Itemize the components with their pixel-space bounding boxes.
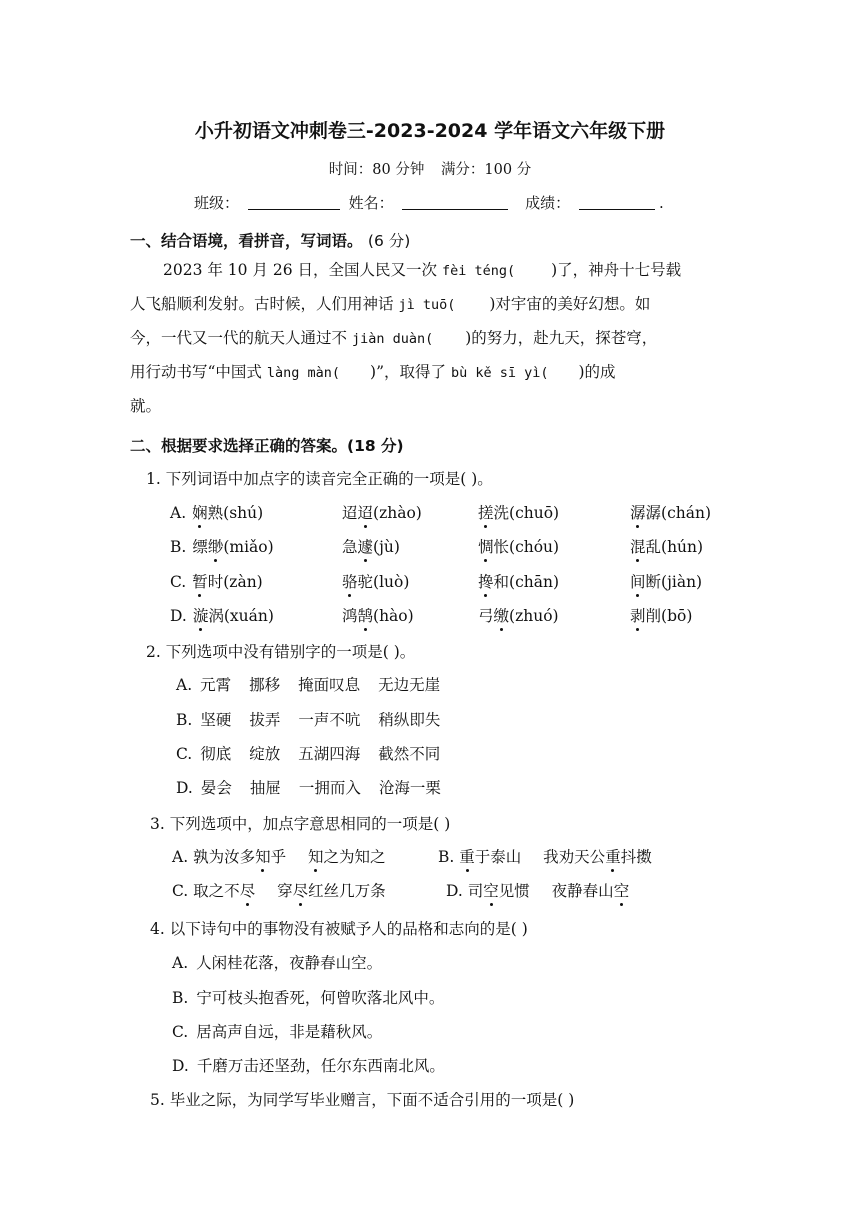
option-label: D. xyxy=(176,779,193,797)
question-4-stem: 4. 以下诗句中的事物没有被赋予人的品格和志向的是( ) xyxy=(150,920,528,938)
dotted-char: 剥 xyxy=(630,604,646,626)
q3-option-d[interactable]: D. 司空见惯 夜静春山空 xyxy=(446,879,629,901)
option-label: A. xyxy=(170,504,187,522)
option-word: 彻底 xyxy=(200,745,232,763)
option-label: B. xyxy=(172,989,189,1007)
q1-word: 潺潺(chán) xyxy=(630,501,711,523)
question-2-stem: 2. 下列选项中没有错别字的一项是( )。 xyxy=(146,643,416,661)
section-1-heading xyxy=(130,229,410,251)
q1-word: B. 缥缈(miǎo) xyxy=(170,535,274,557)
q1-word: 搓洗(chuō) xyxy=(478,501,559,523)
pinyin-jian-duan: jiàn duàn( xyxy=(351,331,434,347)
student-info xyxy=(194,192,664,213)
dotted-char: 混 xyxy=(630,535,646,557)
passage-line: 用行动书写“中国式 làng màn( )”，取得了 bù kě sī yì( )的成 xyxy=(130,363,616,381)
q1-word: 急遽(jù) xyxy=(342,535,400,557)
pinyin-bu-ke-si-yi: bù kě sī yì( xyxy=(450,365,549,381)
option-label: B. xyxy=(176,711,193,729)
dotted-char: 暂 xyxy=(192,570,208,592)
q1-word: A. 娴熟(shú) xyxy=(170,501,263,523)
q1-word: 弓缴(zhuó) xyxy=(478,604,559,626)
dotted-char: 遽 xyxy=(358,535,374,557)
dotted-char: 骆 xyxy=(342,570,358,592)
dotted-char: 间 xyxy=(630,570,646,592)
q1-word: 迢迢(zhào) xyxy=(342,501,422,523)
question-3-row-ab xyxy=(172,845,732,869)
option-label: C. xyxy=(176,745,193,763)
q4-option[interactable] xyxy=(172,986,444,1008)
time-limit: 时间：80 分钟 xyxy=(328,162,425,178)
name-blank[interactable] xyxy=(402,195,508,210)
option-label: A. xyxy=(172,954,189,972)
option-label: C. xyxy=(170,573,187,591)
q1-word: 剥削(bō) xyxy=(630,604,692,626)
option-label: C. xyxy=(172,1023,189,1041)
option-word: 抽屉 xyxy=(249,779,281,797)
option-word: 挪移 xyxy=(249,676,281,694)
q3-option-a[interactable]: A. 孰为汝多知乎 知之为知之 xyxy=(172,845,386,867)
option-label: D. xyxy=(170,607,187,625)
option-word: 一拥而入 xyxy=(298,779,361,797)
option-text: 人闲桂花落，夜静春山空。 xyxy=(196,954,383,972)
q1-word: 混乱(hún) xyxy=(630,535,703,557)
full-score: 满分：100 分 xyxy=(440,162,532,178)
option-word: 晏会 xyxy=(200,779,232,797)
q1-word: C. 暂时(zàn) xyxy=(170,570,263,592)
class-blank[interactable] xyxy=(248,195,340,210)
q4-option[interactable] xyxy=(172,1020,382,1042)
section-1-title: 一、结合语境，看拼音，写词语。 xyxy=(130,232,363,250)
option-text: 居高声自远，非是藉秋风。 xyxy=(196,1023,383,1041)
q1-option-row[interactable] xyxy=(170,604,732,628)
q1-option-row[interactable] xyxy=(170,535,732,559)
q1-word: 惆怅(chóu) xyxy=(478,535,559,557)
section-2-heading: 二、根据要求选择正确的答案。(18 分) xyxy=(130,437,404,455)
option-label: D. xyxy=(172,1057,189,1075)
dotted-char: 迢 xyxy=(358,501,374,523)
question-5-stem: 5. 毕业之际，为同学写毕业赠言，下面不适合引用的一项是( ) xyxy=(150,1091,575,1109)
question-1-stem: 1. 下列词语中加点字的读音完全正确的一项是( )。 xyxy=(146,470,493,488)
q1-word: 间断(jiàn) xyxy=(630,570,702,592)
q1-option-row[interactable] xyxy=(170,501,732,525)
dotted-char: 惆 xyxy=(478,535,494,557)
dotted-char: 鹄 xyxy=(358,604,374,626)
dotted-char: 缈 xyxy=(208,535,224,557)
q1-word: D. 漩涡(xuán) xyxy=(170,604,274,626)
q4-option[interactable] xyxy=(172,1054,445,1076)
option-word: 无边无崖 xyxy=(378,676,441,694)
option-word: 截然不同 xyxy=(378,745,441,763)
passage-line: 就。 xyxy=(130,397,162,415)
q3-option-c[interactable]: C. 取之不尽 穿尽红丝几万条 xyxy=(172,879,386,901)
dotted-char: 搀 xyxy=(478,570,494,592)
pinyin-ji-tuo: jì tuō( xyxy=(398,297,456,313)
dotted-char: 娴 xyxy=(192,501,208,523)
option-text: 千磨万击还坚劲，任尔东西南北风。 xyxy=(196,1057,445,1075)
q1-word: 搀和(chān) xyxy=(478,570,559,592)
q1-word: 骆驼(luò) xyxy=(342,570,409,592)
dotted-char: 潺 xyxy=(630,501,646,523)
dotted-char: 漩 xyxy=(193,604,209,626)
option-word: 绽放 xyxy=(249,745,281,763)
option-text: 宁可枝头抱香死，何曾吹落北风中。 xyxy=(196,989,445,1007)
passage-line: 2023 年 10 月 26 日，全国人民又一次 fèi téng( )了，神舟十七号载 xyxy=(163,261,682,279)
q1-word: 鸿鹄(hào) xyxy=(342,604,414,626)
option-label: A. xyxy=(176,676,193,694)
option-word: 拔弄 xyxy=(249,711,281,729)
pinyin-lang-man: làng màn( xyxy=(266,365,341,381)
dotted-char: 缴 xyxy=(494,604,510,626)
passage-line: 今，一代又一代的航天人通过不 jiàn duàn( )的努力，赴九天，探苍穹， xyxy=(130,329,658,347)
option-word: 稍纵即失 xyxy=(378,711,441,729)
page-title: 小升初语文冲刺卷三-2023-2024 学年语文六年级下册 xyxy=(194,120,666,142)
class-label: 班级： xyxy=(194,194,240,212)
passage-line: 人飞船顺利发射。古时候，人们用神话 jì tuō( )对宇宙的美好幻想。如 xyxy=(130,295,651,313)
question-3-stem: 3. 下列选项中，加点字意思相同的一项是( ) xyxy=(150,815,451,833)
exam-meta xyxy=(0,158,860,179)
option-word: 元霄 xyxy=(200,676,232,694)
q1-option-row[interactable] xyxy=(170,570,732,594)
name-label: 姓名： xyxy=(348,194,394,212)
q2-option-row[interactable] xyxy=(176,708,458,730)
score-label: 成绩： xyxy=(525,194,571,212)
pinyin-fei-teng: fèi téng( xyxy=(441,263,516,279)
section-1-score: (6 分) xyxy=(367,232,411,250)
info-end: . xyxy=(658,194,664,212)
score-blank[interactable] xyxy=(579,195,655,210)
option-label: B. xyxy=(170,538,187,556)
q3-option-b[interactable]: B. 重于泰山 我劝天公重抖擞 xyxy=(438,845,652,867)
dotted-char: 搓 xyxy=(478,501,494,523)
option-word: 五湖四海 xyxy=(298,745,361,763)
q2-option-row[interactable] xyxy=(176,776,459,798)
option-word: 一声不吭 xyxy=(298,711,361,729)
section-1-passage xyxy=(130,254,732,423)
q2-option-row[interactable] xyxy=(176,673,458,695)
question-3-row-cd xyxy=(172,879,732,903)
q2-option-row[interactable] xyxy=(176,742,458,764)
q4-option[interactable] xyxy=(172,951,382,973)
option-word: 坚硬 xyxy=(200,711,232,729)
option-word: 沧海一栗 xyxy=(378,779,441,797)
option-word: 掩面叹息 xyxy=(298,676,361,694)
